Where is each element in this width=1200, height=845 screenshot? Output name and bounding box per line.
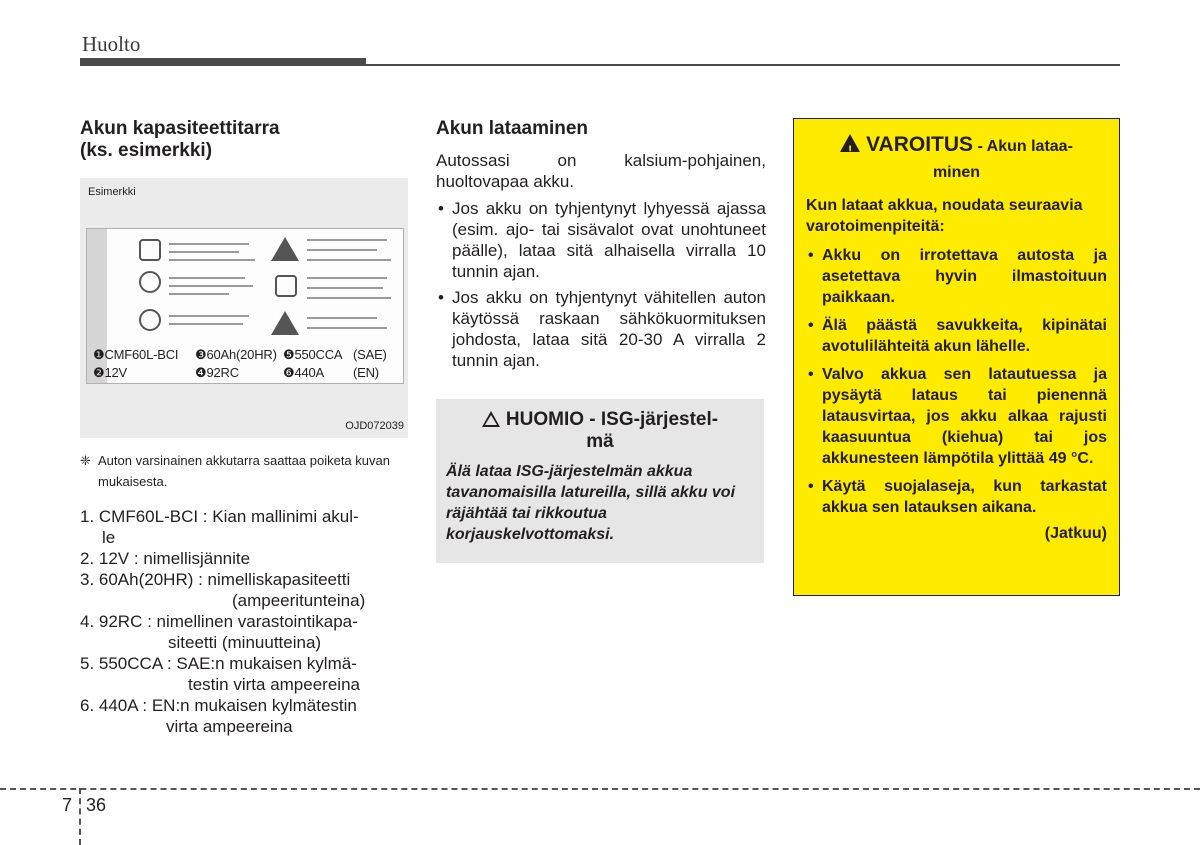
section-heading-charging: Akun lataaminen (436, 118, 589, 139)
battery-label-image (86, 228, 404, 384)
list-item: 6. 440A : EN:n mukaisen kylmätestin virta ampeereina (80, 696, 357, 736)
note-mark: ❈ (80, 453, 91, 468)
header-title: Huolto (82, 32, 141, 56)
explosion-warning-icon (271, 311, 299, 335)
list-item: • Akku on irrotettava autosta ja asetettava hyvin ilmastoituun paikkaan. (806, 245, 1107, 308)
list-item: 2. 12V : nimellisjännite (80, 549, 251, 568)
list-item: 3. 60Ah(20HR) : nimelliskapasiteetti (ampeeritunteina) (80, 570, 366, 610)
footer-divider (79, 788, 81, 845)
spec-reserve: ❹92RC (195, 365, 239, 380)
spec-voltage: ❷12V (93, 365, 127, 380)
eye-protection-icon (139, 271, 161, 293)
spec-sae: (SAE) (353, 347, 387, 362)
spec-capacity: ❸60Ah(20HR) (195, 347, 277, 362)
header-bar (80, 58, 366, 66)
no-flame-icon (139, 309, 161, 331)
chapter-number: 7 (62, 795, 73, 815)
column-charging (436, 118, 766, 563)
list-item: • Älä päästä savukkeita, kipinätai avotulilähteitä akun lähelle. (806, 315, 1107, 357)
warning-box-charging (793, 118, 1120, 596)
list-item: 5. 550CCA : SAE:n mukaisen kylmä- testin virta ampeereina (80, 654, 360, 694)
list-item: • Jos akku on tyhjentynyt lyhyessä ajassa (esim. ajo- tai sisävalot ovat unohtuneet päälle), lataa sitä alhaisella virralla 10 tunnin ajan. (436, 198, 766, 282)
warning-title: !VAROITUS - Akun lataa- minen (806, 133, 1107, 185)
caution-title: HUOMIO - ISG-järjestel- mä (446, 409, 754, 453)
battery-label-figure (80, 178, 408, 438)
warning-intro: Kun lataat akkua, noudata seuraavia varotoimenpiteitä: (806, 197, 1083, 235)
list-item: • Valvo akkua sen latautuessa ja pysäytä lataus tai pienennä latausvirtaa, jos akku alkaa rajusti kaasuuntua (kiehua) tai jos akkunesteen lämpötila ylittää 49 °C. (806, 364, 1107, 469)
acid-warning-icon (271, 237, 299, 261)
column-battery-label (80, 118, 410, 737)
figure-code: OJD072039 (345, 420, 404, 432)
charging-bullets (436, 198, 766, 371)
spec-en: ❻440A (283, 365, 325, 380)
page-number: 36 (86, 795, 107, 815)
list-item: 4. 92RC : nimellinen varastointikapa- siteetti (minuutteina) (80, 612, 358, 652)
section-heading-capacity-label: Akun kapasiteettitarra (ks. esimerkki) (80, 118, 280, 161)
spec-cca: ❺550CCA (283, 347, 343, 362)
caution-box-isg (436, 399, 764, 563)
caution-triangle-icon (482, 411, 500, 427)
spec-en-label: (EN) (353, 365, 379, 380)
list-item: • Jos akku on tyhjentynyt vähitellen auton käytössä raskaan sähkökuormituksen johdosta, lataa sitä 20-30 A virralla 2 tunnin ajan. (436, 287, 766, 371)
header-rule (366, 64, 1120, 66)
warning-bullets (806, 245, 1107, 518)
figure-note: ❈ Auton varsinainen akkutarra saattaa poiketa kuvan mukaisesta. (80, 450, 410, 492)
warning-triangle-icon (840, 134, 860, 152)
no-smoking-icon (139, 239, 161, 261)
list-item: • Käytä suojalaseja, kun tarkastat akkua sen latauksen aikana. (806, 476, 1107, 518)
list-item: 1. CMF60L-BCI : Kian mallinimi akul- le (80, 507, 359, 547)
spec-model: ❶CMF60L-BCI (93, 347, 179, 362)
continued-label: (Jatkuu) (1044, 525, 1107, 542)
spec-list (80, 506, 410, 737)
footer-rule (0, 788, 1200, 790)
figure-caption: Esimerkki (88, 186, 136, 198)
caution-body: Älä lataa ISG-järjestelmän akkua tavanomaisilla latureilla, sillä akku voi räjähtää tai rikkoutua korjauskelvottomaksi. (446, 463, 736, 543)
manual-icon (275, 275, 297, 297)
charging-intro: Autossasi on kalsium-pohjainen, huoltovapaa akku. (436, 151, 766, 191)
